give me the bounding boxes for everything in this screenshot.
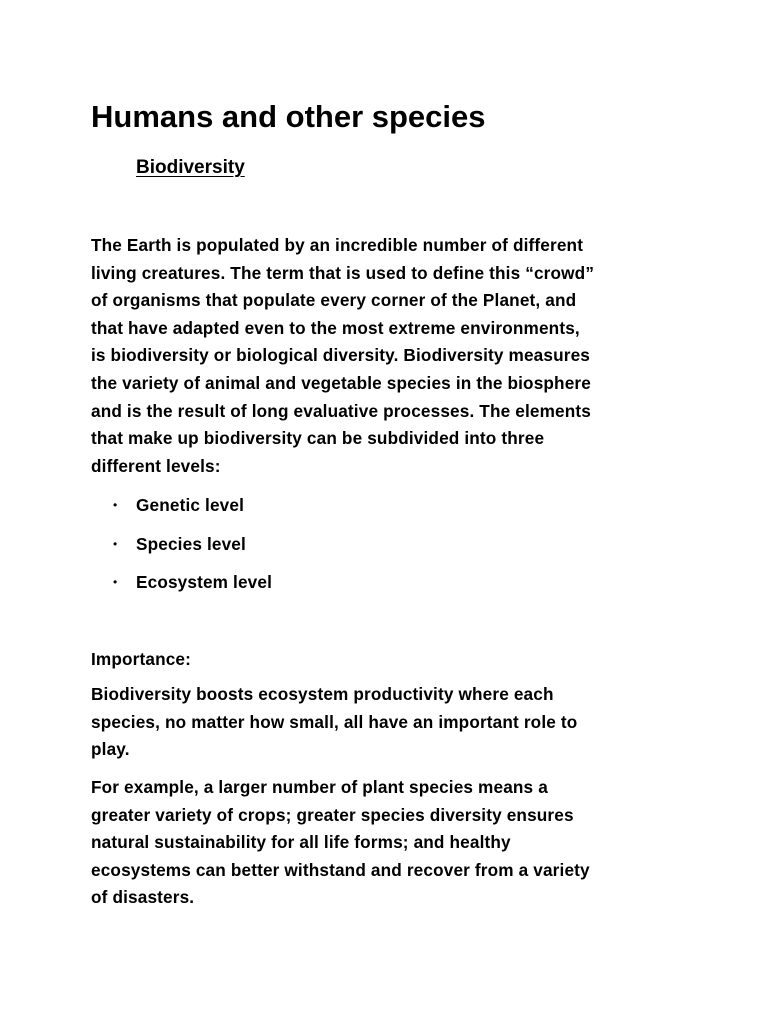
intro-paragraph [91,232,594,480]
intro-line: different levels: [91,455,221,476]
list-item-label: Genetic level [136,495,244,515]
importance-heading: Importance: [91,649,192,669]
importance-line: Biodiversity boosts ecosystem productivity where each [91,684,554,704]
example-line: ecosystems can better withstand and recover from a variety [91,859,590,880]
example-line: For example, a larger number of plant species means a [91,777,548,797]
intro-line: The Earth is populated by an incredible number of different [91,235,584,255]
example-line: natural sustainability for all life forms; and healthy [91,832,511,853]
intro-line: living creatures. The term that is used to define this “crowd” [91,262,595,283]
bullet-icon: • [113,536,118,551]
intro-line: of organisms that populate every corner of the Planet, and [91,290,577,311]
example-paragraph [91,774,590,912]
intro-line: that have adapted even to the most extreme environments, [91,317,580,338]
document-title: Humans and other species [91,99,486,134]
list-item-label: Species level [136,533,246,554]
list-item-label: Ecosystem level [136,572,273,592]
example-line: of disasters. [91,887,195,908]
intro-line: the variety of animal and vegetable species in the biosphere [91,372,591,393]
intro-line: and is the result of long evaluative processes. The elements [91,400,591,421]
importance-paragraph [91,681,577,764]
intro-line: is biodiversity or biological diversity. Biodiversity measures [91,345,590,366]
importance-line: species, no matter how small, all have an important role to [91,711,578,732]
importance-line: play. [91,739,130,760]
section-heading-biodiversity: Biodiversity [136,157,245,178]
intro-line: that make up biodiversity can be subdivided into three [91,428,545,449]
bullet-icon: • [113,575,118,589]
example-line: greater variety of crops; greater species diversity ensures [91,804,574,825]
bullet-icon: • [113,498,118,512]
